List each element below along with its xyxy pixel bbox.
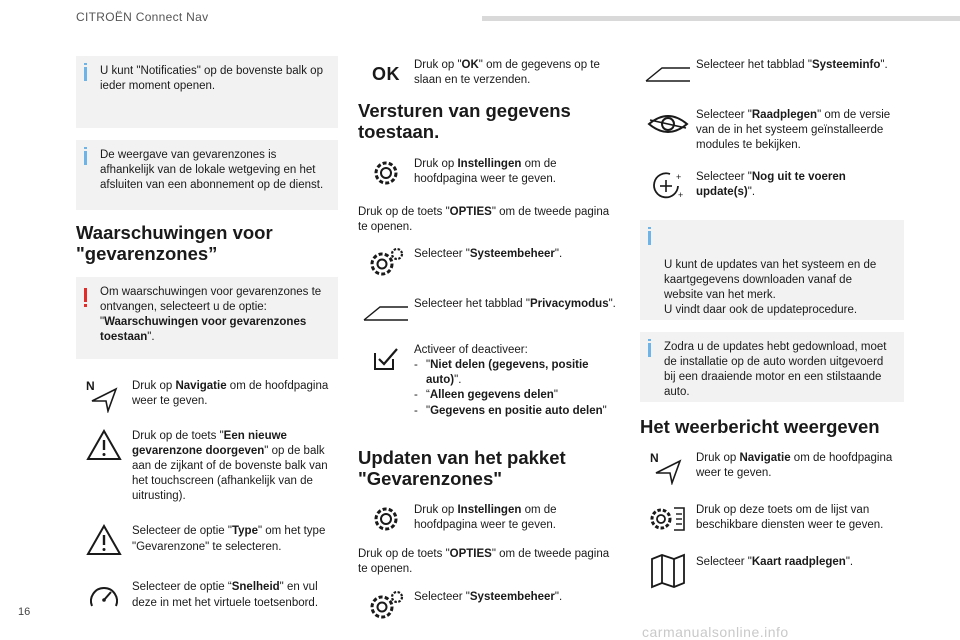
step-item: Activeer of deactiveer: - "Niet delen (gegevens, positie auto)". - “Alleen gegevens delen" - "Gegevens en positie auto delen" [358, 341, 620, 419]
step-item: Selecteer "Systeembeheer". [358, 245, 620, 281]
note-text: Zodra u de updates hebt gedownload, moet de installatie op de auto worden uitgevoerd bij een draaiende motor en een stilstaande auto. [664, 340, 887, 399]
step-item: + + Selecteer "Nog uit te voeren update(s)". [640, 168, 904, 204]
warning-triangle-icon [76, 522, 132, 558]
info-icon [84, 151, 87, 165]
page-number: 16 [18, 606, 31, 618]
tab-icon [358, 295, 414, 331]
eye-icon [640, 106, 696, 142]
step-item: Druk op de toets "Een nieuwe gevarenzone doorgeven" op de balk aan de zijkant of de bovenste balk van het touchscreen (afhankelijk van de uitrusting). [76, 427, 338, 505]
step-item: Druk op deze toets om de lijst van beschikbare diensten weer te geven. [640, 501, 904, 537]
header-title: CITROËN Connect Nav [76, 10, 209, 24]
svg-text:N: N [650, 450, 659, 465]
note-text: De weergave van gevarenzones is afhankelijk van de lokale wetgeving en het afsluiten van een abonnement op de dienst. [100, 149, 324, 192]
map-icon [640, 553, 696, 589]
checkbox-icon [358, 341, 414, 377]
svg-text:N: N [86, 378, 95, 393]
speedometer-icon [76, 578, 132, 614]
svg-text:+: + [678, 189, 684, 200]
info-icon [648, 343, 651, 357]
info-icon [648, 231, 651, 245]
services-icon [640, 501, 696, 537]
ok-button-icon: OK [372, 63, 400, 84]
info-icon [84, 67, 87, 81]
step-item: N Druk op Navigatie om de hoofdpagina weer te geven. [76, 377, 338, 413]
section-heading: Het weerbericht weergeven [640, 415, 880, 437]
system-gears-icon [358, 245, 414, 281]
column-2: OK Druk op "OK" om de gegevens op te slaan en te verzenden. Versturen van gegevens toestaan. Druk op Instellingen om de hoofdpagina weer te geven. Druk op de toets "OPTIES" om de tweede pagina te openen. Selecteer "Systeembeheer". Selecteer het tabblad "Privacymodus". Activeer of deactiveer: - "Niet delen (gegevens, positie auto)". - “Alleen gegevens delen" - "Gegevens en positie auto delen" Updaten van het pakket "Gevarenzones" Druk op Instellingen om de hoofdpagina weer te geven. Druk op de toets "OPTIES" om de tweede pagina te openen. Selecteer "Systeembeheer". [358, 56, 620, 638]
step-item: Druk op Instellingen om de hoofdpagina weer te geven. [358, 501, 620, 537]
svg-text:+: + [676, 171, 682, 182]
info-note [640, 332, 904, 402]
note-text: U kunt "Notificaties" op de bovenste balk op ieder moment openen. [100, 65, 323, 93]
column-3 [640, 56, 904, 603]
section-heading: Waarschuwingen voor "gevarenzones” [76, 222, 273, 265]
info-note [640, 220, 904, 320]
note-text: U kunt de updates van het systeem en de kaartgegevens downloaden vanaf de website van het merk. U vindt daar ook de updateprocedure. [664, 258, 877, 317]
step-item: Druk op Instellingen om de hoofdpagina weer te geven. [358, 155, 620, 191]
section-heading: Versturen van gegevens toestaan. [358, 100, 571, 143]
info-note [76, 56, 338, 128]
step-item: Selecteer de optie “Snelheid" en vul deze in met het virtuele toetsenbord. [76, 578, 338, 614]
step-item: Selecteer "Systeembeheer". [358, 588, 620, 624]
footer-watermark: carmanualsonline.info [642, 624, 789, 640]
step-item: N Druk op Navigatie om de hoofdpagina weer te geven. [640, 449, 904, 485]
header-bar [482, 16, 960, 21]
info-note [76, 140, 338, 210]
step-item: Selecteer de optie "Type" om het type "Gevarenzone" te selecteren. [76, 522, 338, 558]
step-item: Selecteer "Kaart raadplegen". [640, 553, 904, 589]
navigation-icon [640, 449, 696, 485]
column-1 [76, 56, 338, 628]
update-icon [640, 168, 696, 204]
navigation-icon [76, 377, 132, 413]
step-item: Selecteer "Raadplegen" om de versie van de in het systeem geïnstalleerde modules te bekijken. [640, 106, 904, 154]
section-heading: Updaten van het pakket "Gevarenzones" [358, 446, 566, 489]
step-item: Selecteer het tabblad "Systeeminfo". [640, 56, 904, 92]
settings-gear-icon [358, 155, 414, 191]
step-item: OK Druk op "OK" om de gegevens op te slaan en te verzenden. [358, 56, 620, 92]
warning-icon [84, 288, 87, 302]
system-gears-icon [358, 588, 414, 624]
settings-gear-icon [358, 501, 414, 537]
warning-note: Om waarschuwingen voor gevarenzones te ontvangen, selecteert u de optie: "Waarschuwingen voor gevarenzones toestaan". [76, 277, 338, 359]
step-item: Selecteer het tabblad "Privacymodus". [358, 295, 620, 331]
tab-icon [640, 56, 696, 92]
warning-triangle-icon [76, 427, 132, 463]
